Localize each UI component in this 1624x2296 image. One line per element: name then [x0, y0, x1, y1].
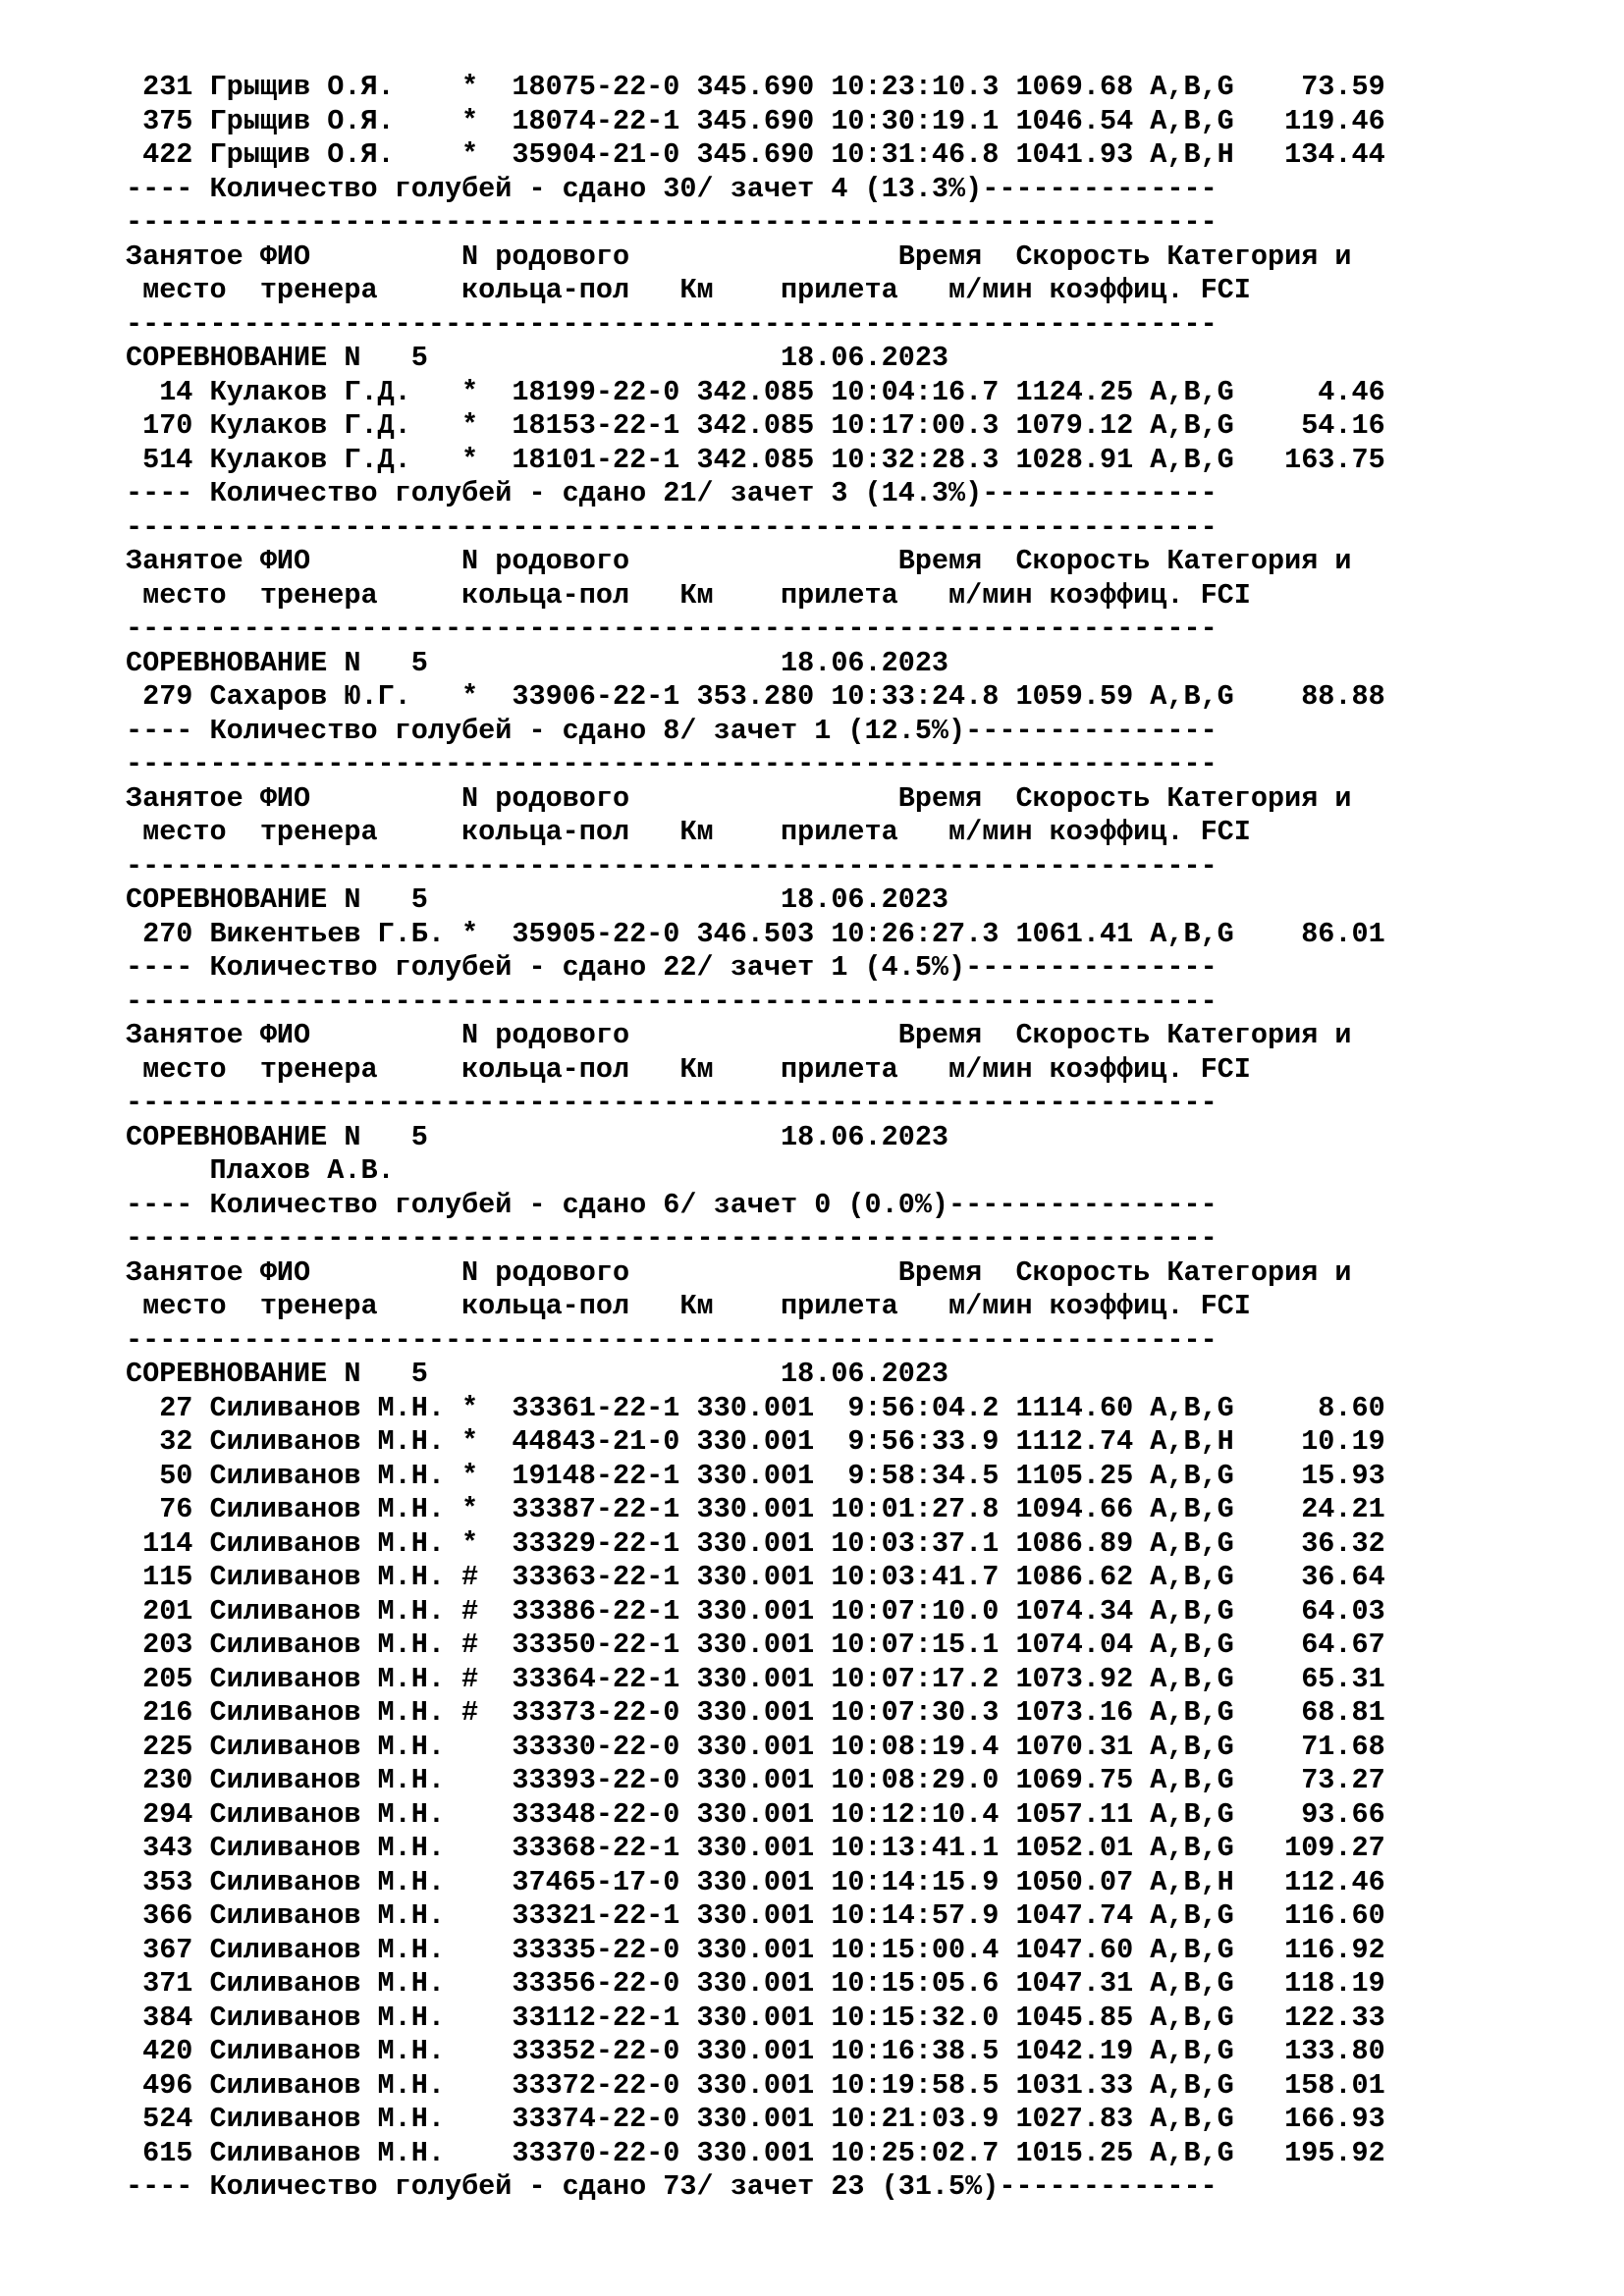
table-header-row-2: место тренера кольца-пол Км прилета м/мин коэффиц. FCI: [126, 816, 1251, 848]
table-header-row-1: Занятое ФИО N родового Время Скорость Категория и: [126, 1019, 1352, 1051]
table-row: 524 Силиванов М.Н. 33374-22-0 330.001 10:21:03.9 1027.83 A,B,G 166.93: [126, 2103, 1385, 2135]
table-header-row-1: Занятое ФИО N родового Время Скорость Категория и: [126, 781, 1352, 815]
separator-line: -----------------------------------------------------------------: [126, 613, 1218, 645]
table-row: 203 Силиванов М.Н. # 33350-22-1 330.001 10:07:15.1 1074.04 A,B,G 64.67: [126, 1629, 1385, 1661]
table-row: 270 Викентьев Г.Б. * 35905-22-0 346.503 10:26:27.3 1061.41 A,B,G 86.01: [126, 917, 1385, 950]
table-row: 279 Сахаров Ю.Г. * 33906-22-1 353.280 10:33:24.8 1059.59 A,B,G 88.88: [126, 680, 1385, 713]
table-row: 384 Силиванов М.Н. 33112-22-1 330.001 10:15:32.0 1045.85 A,B,G 122.33: [126, 2001, 1385, 2034]
table-row: 115 Силиванов М.Н. # 33363-22-1 330.001 10:03:41.7 1086.62 A,B,G 36.64: [126, 1561, 1385, 1593]
table-row: 294 Силиванов М.Н. 33348-22-0 330.001 10:12:10.4 1057.11 A,B,G 93.66: [126, 1797, 1385, 1831]
table-row: 216 Силиванов М.Н. # 33373-22-0 330.001 10:07:30.3 1073.16 A,B,G 68.81: [126, 1696, 1385, 1729]
table-row: 371 Силиванов М.Н. 33356-22-0 330.001 10:15:05.6 1047.31 A,B,G 118.19: [126, 1967, 1385, 2000]
competition-title: СОРЕВНОВАНИЕ N 5 18.06.2023: [126, 1120, 949, 1153]
table-row: 231 Грыщив О.Я. * 18075-22-0 345.690 10:23:10.3 1069.68 A,B,G 73.59: [126, 71, 1385, 103]
section-summary: ---- Количество голубей - сдано 30/ зачет 4 (13.3%)--------------: [126, 172, 1218, 205]
table-row: 205 Силиванов М.Н. # 33364-22-1 330.001 10:07:17.2 1073.92 A,B,G 65.31: [126, 1662, 1385, 1695]
table-row: 114 Силиванов М.Н. * 33329-22-1 330.001 10:03:37.1 1086.89 A,B,G 36.32: [126, 1526, 1385, 1560]
table-row: 514 Кулаков Г.Д. * 18101-22-1 342.085 10:32:28.3 1028.91 A,B,G 163.75: [126, 443, 1385, 476]
table-row: 367 Силиванов М.Н. 33335-22-0 330.001 10:15:00.4 1047.60 A,B,G 116.92: [126, 1933, 1385, 1966]
table-row: 76 Силиванов М.Н. * 33387-22-1 330.001 10:01:27.8 1094.66 A,B,G 24.21: [126, 1493, 1385, 1525]
table-header-row-2: место тренера кольца-пол Км прилета м/мин коэффиц. FCI: [126, 1290, 1251, 1322]
table-row: 420 Силиванов М.Н. 33352-22-0 330.001 10:16:38.5 1042.19 A,B,G 133.80: [126, 2035, 1385, 2067]
table-header-row-1: Занятое ФИО N родового Время Скорость Категория и: [126, 1255, 1352, 1289]
table-row: 375 Грыщив О.Я. * 18074-22-1 345.690 10:30:19.1 1046.54 A,B,G 119.46: [126, 104, 1385, 137]
table-row: 27 Силиванов М.Н. * 33361-22-1 330.001 9:56:04.2 1114.60 A,B,G 8.60: [126, 1391, 1385, 1424]
table-row: 343 Силиванов М.Н. 33368-22-1 330.001 10:13:41.1 1052.01 A,B,G 109.27: [126, 1832, 1385, 1864]
table-row: 201 Силиванов М.Н. # 33386-22-1 330.001 10:07:10.0 1074.34 A,B,G 64.03: [126, 1594, 1385, 1628]
table-header-row-2: место тренера кольца-пол Км прилета м/мин коэффиц. FCI: [126, 274, 1251, 306]
section-summary: ---- Количество голубей - сдано 6/ зачет 0 (0.0%)----------------: [126, 1188, 1218, 1221]
separator-line: -----------------------------------------------------------------: [126, 307, 1218, 341]
table-header-row-1: Занятое ФИО N родового Время Скорость Категория и: [126, 240, 1352, 273]
table-row: 14 Кулаков Г.Д. * 18199-22-0 342.085 10:04:16.7 1124.25 A,B,G 4.46: [126, 375, 1385, 408]
section-summary: ---- Количество голубей - сдано 73/ зачет 23 (31.5%)-------------: [126, 2170, 1218, 2203]
section-summary: ---- Количество голубей - сдано 8/ зачет 1 (12.5%)---------------: [126, 714, 1218, 747]
table-row: 422 Грыщив О.Я. * 35904-21-0 345.690 10:31:46.8 1041.93 A,B,H 134.44: [126, 138, 1385, 171]
results-document: [126, 71, 1385, 2205]
table-row: 366 Силиванов М.Н. 33321-22-1 330.001 10:14:57.9 1047.74 A,B,G 116.60: [126, 1899, 1385, 1932]
competition-title: СОРЕВНОВАНИЕ N 5 18.06.2023: [126, 342, 949, 374]
table-row: 225 Силиванов М.Н. 33330-22-0 330.001 10:08:19.4 1070.31 A,B,G 71.68: [126, 1730, 1385, 1763]
separator-line: -----------------------------------------------------------------: [126, 748, 1218, 780]
separator-line: -----------------------------------------------------------------: [126, 206, 1218, 239]
section-summary: ---- Количество голубей - сдано 22/ зачет 1 (4.5%)---------------: [126, 951, 1218, 984]
table-row: 50 Силиванов М.Н. * 19148-22-1 330.001 9:58:34.5 1105.25 A,B,G 15.93: [126, 1459, 1385, 1492]
table-row: 170 Кулаков Г.Д. * 18153-22-1 342.085 10:17:00.3 1079.12 A,B,G 54.16: [126, 409, 1385, 442]
competition-title: СОРЕВНОВАНИЕ N 5 18.06.2023: [126, 646, 949, 679]
separator-line: -----------------------------------------------------------------: [126, 510, 1218, 544]
table-header-row-2: место тренера кольца-пол Км прилета м/мин коэффиц. FCI: [126, 578, 1251, 612]
table-row: 496 Силиванов М.Н. 33372-22-0 330.001 10:19:58.5 1031.33 A,B,G 158.01: [126, 2068, 1385, 2102]
separator-line: -----------------------------------------------------------------: [126, 1087, 1218, 1119]
table-row: 353 Силиванов М.Н. 37465-17-0 330.001 10:14:15.9 1050.07 A,B,H 112.46: [126, 1865, 1385, 1898]
competition-title: СОРЕВНОВАНИЕ N 5 18.06.2023: [126, 1358, 949, 1390]
table-header-row-2: место тренера кольца-пол Км прилета м/мин коэффиц. FCI: [126, 1052, 1251, 1086]
separator-line: -----------------------------------------------------------------: [126, 849, 1218, 882]
separator-line: -----------------------------------------------------------------: [126, 985, 1218, 1018]
table-header-row-1: Занятое ФИО N родового Время Скорость Категория и: [126, 545, 1352, 577]
table-row: 615 Силиванов М.Н. 33370-22-0 330.001 10:25:02.7 1015.25 A,B,G 195.92: [126, 2136, 1385, 2169]
table-row: 230 Силиванов М.Н. 33393-22-0 330.001 10:08:29.0 1069.75 A,B,G 73.27: [126, 1764, 1385, 1796]
competition-title: СОРЕВНОВАНИЕ N 5 18.06.2023: [126, 883, 949, 916]
separator-line: -----------------------------------------------------------------: [126, 1222, 1218, 1255]
table-row: Плахов А.В.: [126, 1154, 395, 1187]
table-row: 32 Силиванов М.Н. * 44843-21-0 330.001 9:56:33.9 1112.74 A,B,H 10.19: [126, 1425, 1385, 1458]
separator-line: -----------------------------------------------------------------: [126, 1323, 1218, 1357]
section-summary: ---- Количество голубей - сдано 21/ зачет 3 (14.3%)--------------: [126, 477, 1218, 509]
